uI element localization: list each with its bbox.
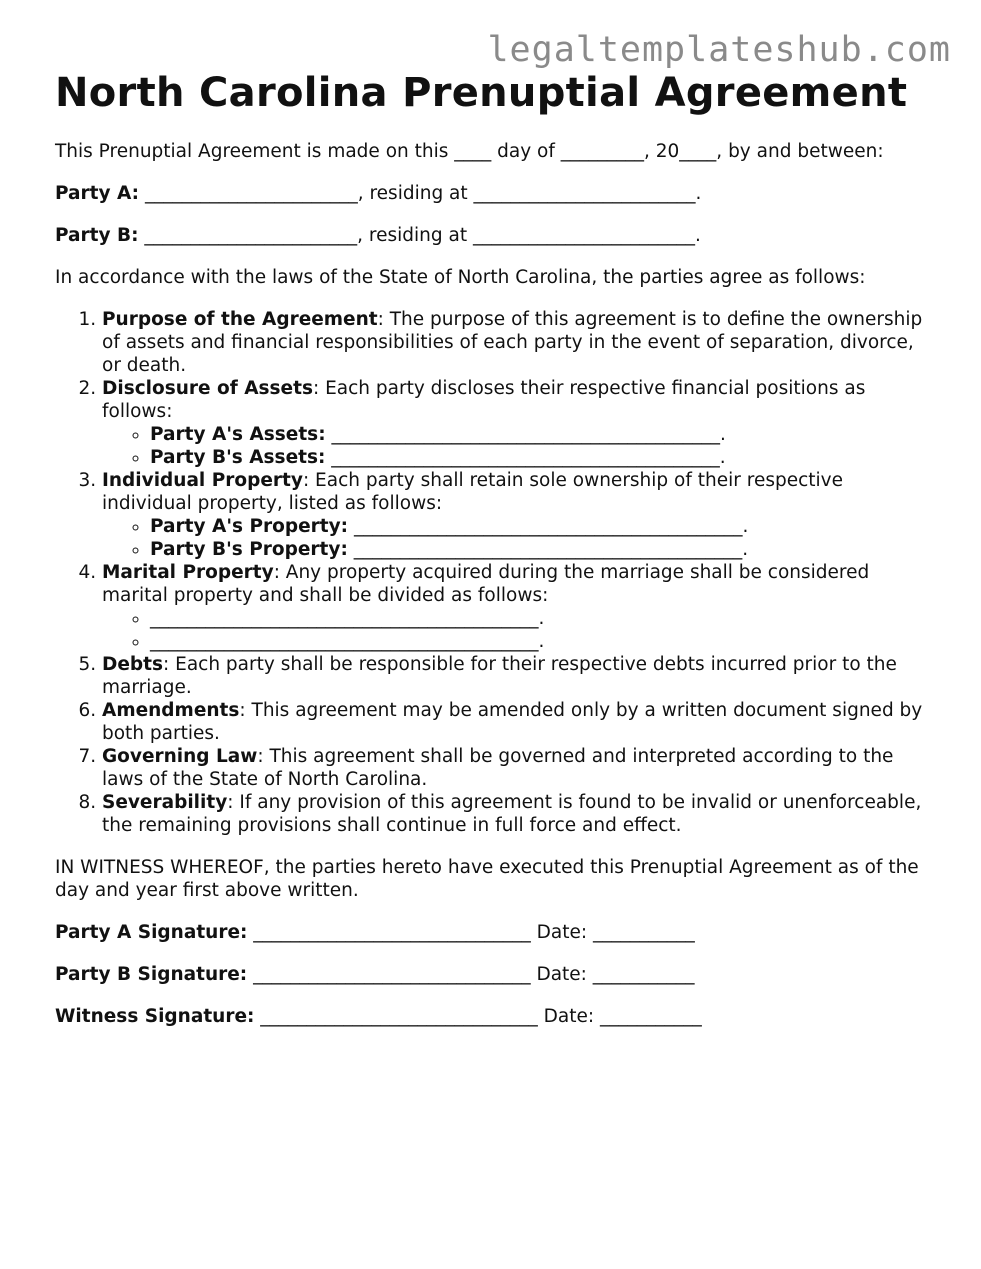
party-a-line <box>55 182 935 205</box>
watermark: legaltemplateshub.com <box>487 30 951 70</box>
party-b-line <box>55 224 935 247</box>
term-heading: Purpose of the Agreement <box>102 309 378 330</box>
sub-blank: __________________________________________. <box>150 631 545 652</box>
term-item <box>102 745 935 791</box>
signature-blank: ______________________________ Date: ___________ <box>254 1006 702 1027</box>
term-text: : If any provision of this agreement is found to be invalid or unenforceable, the remaining provisions shall continue in full force and effect. <box>102 792 922 836</box>
party-a-fields: _______________________, residing at ________________________. <box>139 183 702 204</box>
sub-label: Party A's Assets: <box>150 424 326 445</box>
sub-item <box>150 423 935 446</box>
sub-item <box>150 538 935 561</box>
term-heading: Marital Property <box>102 562 274 583</box>
accordance-paragraph: In accordance with the laws of the State of North Carolina, the parties agree as follows: <box>55 267 866 288</box>
term-heading: Debts <box>102 654 164 675</box>
sub-label: Party A's Property: <box>150 516 349 537</box>
signature-label: Party A Signature: <box>55 922 248 943</box>
sub-list <box>102 515 935 561</box>
witness-clause: IN WITNESS WHEREOF, the parties hereto have executed this Prenuptial Agreement as of the day and year first above written. <box>55 857 919 901</box>
term-item <box>102 377 935 469</box>
term-text: : Each party discloses their respective financial positions as follows: <box>102 378 866 422</box>
sub-item <box>150 446 935 469</box>
party-a-label: Party A: <box>55 183 140 204</box>
sub-blank: __________________________________________. <box>325 447 726 468</box>
sub-item <box>150 607 935 630</box>
signature-label: Party B Signature: <box>55 964 248 985</box>
signature-blank: ______________________________ Date: ___________ <box>247 964 695 985</box>
term-item <box>102 561 935 653</box>
term-text: : This agreement shall be governed and interpreted according to the laws of the State of North Carolina. <box>102 746 894 790</box>
signature-blank: ______________________________ Date: ___________ <box>247 922 695 943</box>
term-item <box>102 308 935 377</box>
intro-paragraph: This Prenuptial Agreement is made on this ____ day of _________, 20____, by and between: <box>55 141 884 162</box>
sub-blank: __________________________________________. <box>348 516 749 537</box>
term-text: : The purpose of this agreement is to define the ownership of assets and financial responsibilities of each party in the event of separation, divorce, or death. <box>102 309 923 376</box>
term-heading: Governing Law <box>102 746 258 767</box>
term-item <box>102 791 935 837</box>
term-text: : This agreement may be amended only by a written document signed by both parties. <box>102 700 923 744</box>
signature-line-witness <box>55 1005 935 1028</box>
term-text: : Each party shall be responsible for their respective debts incurred prior to the marriage. <box>102 654 897 698</box>
term-text: : Each party shall retain sole ownership of their respective individual property, listed as follows: <box>102 470 843 514</box>
sub-label: Party B's Property: <box>150 539 348 560</box>
term-text: : Any property acquired during the marriage shall be considered marital property and shall be divided as follows: <box>102 562 870 606</box>
document-body <box>55 140 935 1047</box>
sub-blank: __________________________________________. <box>325 424 726 445</box>
sub-list <box>102 607 935 653</box>
sub-blank: __________________________________________. <box>347 539 749 560</box>
term-item <box>102 699 935 745</box>
sub-item <box>150 630 935 653</box>
signature-line-party-a <box>55 921 935 944</box>
page-title: North Carolina Prenuptial Agreement <box>55 70 908 116</box>
signature-label: Witness Signature: <box>55 1006 255 1027</box>
sub-blank: __________________________________________. <box>150 608 545 629</box>
sub-list <box>102 423 935 469</box>
party-b-label: Party B: <box>55 225 139 246</box>
sub-label: Party B's Assets: <box>150 447 326 468</box>
term-heading: Individual Property <box>102 470 303 491</box>
term-item <box>102 469 935 561</box>
term-heading: Amendments <box>102 700 240 721</box>
signature-line-party-b <box>55 963 935 986</box>
party-b-fields: _______________________, residing at ________________________. <box>138 225 701 246</box>
term-heading: Severability <box>102 792 228 813</box>
terms-list <box>55 308 935 837</box>
sub-item <box>150 515 935 538</box>
term-heading: Disclosure of Assets <box>102 378 313 399</box>
term-item <box>102 653 935 699</box>
